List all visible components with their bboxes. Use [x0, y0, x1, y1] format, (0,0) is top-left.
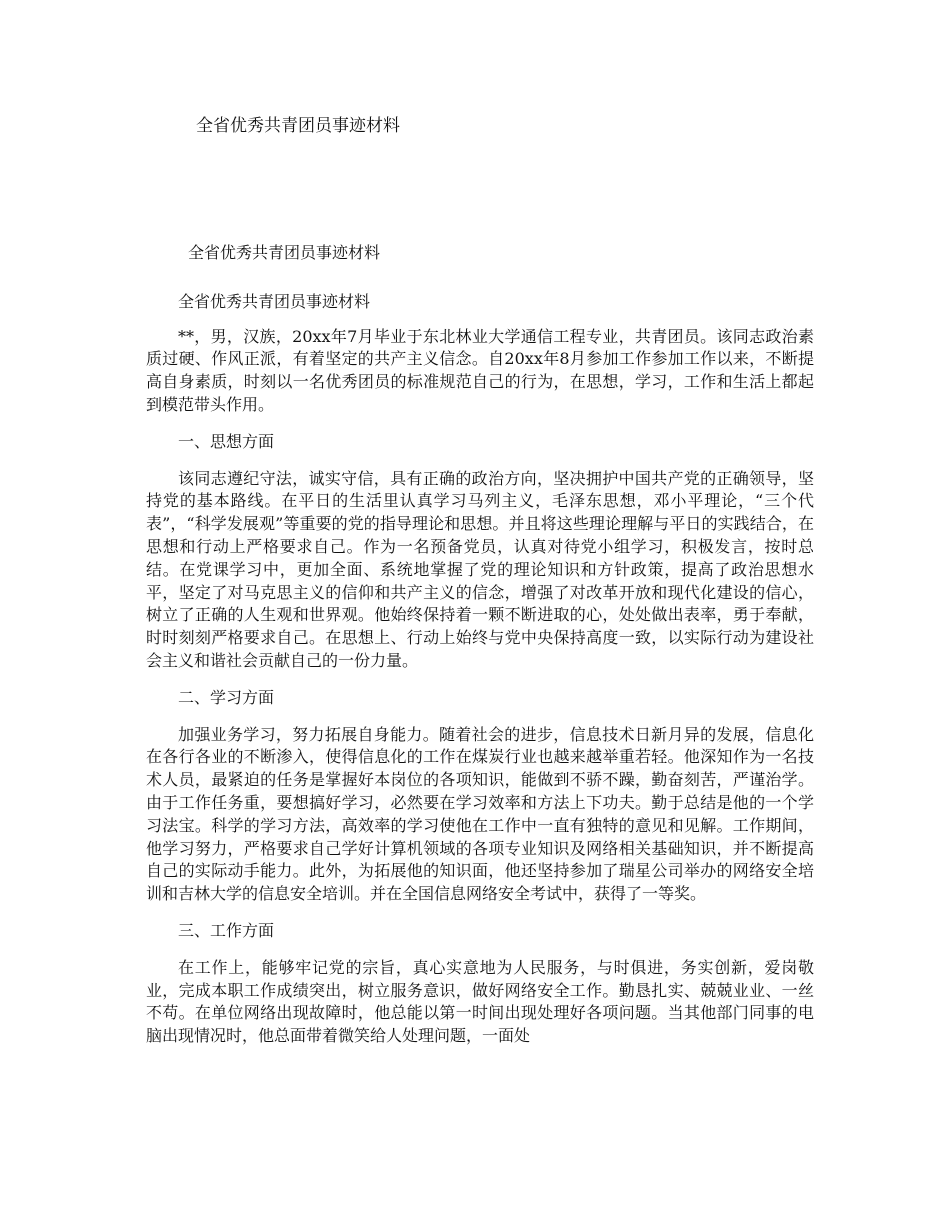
intro-paragraph: **，男，汉族，20xx年7月毕业于东北林业大学通信工程专业，共青团员。该同志政治素质过硬、作风正派，有着坚定的共产主义信念。自20xx年8月参加工作参加工作以来，不断提高自身素质，时刻以一名优秀团员的标准规范自己的行为，在思想，学习，工作和生活上都起到模范带头作用。: [146, 326, 814, 414]
section-paragraph-work: 在工作上，能够牢记党的宗旨，真心实意地为人民服务，与时俱进，务实创新，爱岗敬业，完成本职工作成绩突出，树立服务意识，做好网络安全工作。勤恳扎实、兢兢业业、一丝不苟。在单位网络出现故障时，他总能以第一时间出现处理好各项问题。当其他部门同事的电脑出现情况时，他总面带着微笑给人处理问题，一面处: [146, 957, 814, 1046]
document-title: 全省优秀共青团员事迹材料: [196, 116, 400, 136]
document-body: [146, 242, 814, 1062]
section-heading-work: 三、工作方面: [178, 920, 275, 940]
section-paragraph-thought: 该同志遵纪守法，诚实守信，具有正确的政治方向，坚决拥护中国共产党的正确领导，坚持党的基本路线。在平日的生活里认真学习马列主义，毛泽东思想，邓小平理论，“三个代表”，“科学发展观”等重要的党的指导理论和思想。并且将这些理论理解与平日的实践结合，在思想和行动上严格要求自己。作为一名预备党员，认真对待党小组学习，积极发言，按时总结。在党课学习中，更加全面、系统地掌握了党的理论知识和方针政策，提高了政治思想水平，坚定了对马克思主义的信仰和共产主义的信念，增强了对改革开放和现代化建设的信心，树立了正确的人生观和世界观。他始终保持着一颗不断进取的心，处处做出表率，勇于奉献，时时刻刻严格要求自己。在思想上、行动上始终与党中央保持高度一致，以实际行动为建设社会主义和谐社会贡献自己的一份力量。: [146, 468, 814, 670]
section-paragraph-study: 加强业务学习，努力拓展自身能力。随着社会的进步，信息技术日新月异的发展，信息化在各行各业的不断渗入，使得信息化的工作在煤炭行业也越来越举重若轻。他深知作为一名技术人员，最紧迫的任务是掌握好本岗位的各项知识，能做到不骄不躁，勤奋刻苦，严谨治学。由于工作任务重，要想搞好学习，必然要在学习效率和方法上下功夫。勤于总结是他的一个学习法宝。科学的学习方法，高效率的学习使他在工作中一直有独特的意见和见解。工作期间，他学习努力，严格要求自己学好计算机领域的各项专业知识及网络相关基础知识，并不断提高自己的实际动手能力。此外，为拓展他的知识面，他还坚持参加了瑞星公司举办的网络安全培训和吉林大学的信息安全培训。并在全国信息网络安全考试中，获得了一等奖。: [146, 724, 814, 904]
document-subtitle-secondary: 全省优秀共青团员事迹材料: [178, 291, 371, 311]
document-subtitle: 全省优秀共青团员事迹材料: [188, 243, 381, 262]
section-heading-thought: 一、思想方面: [178, 431, 275, 451]
section-heading-study: 二、学习方面: [178, 687, 275, 707]
